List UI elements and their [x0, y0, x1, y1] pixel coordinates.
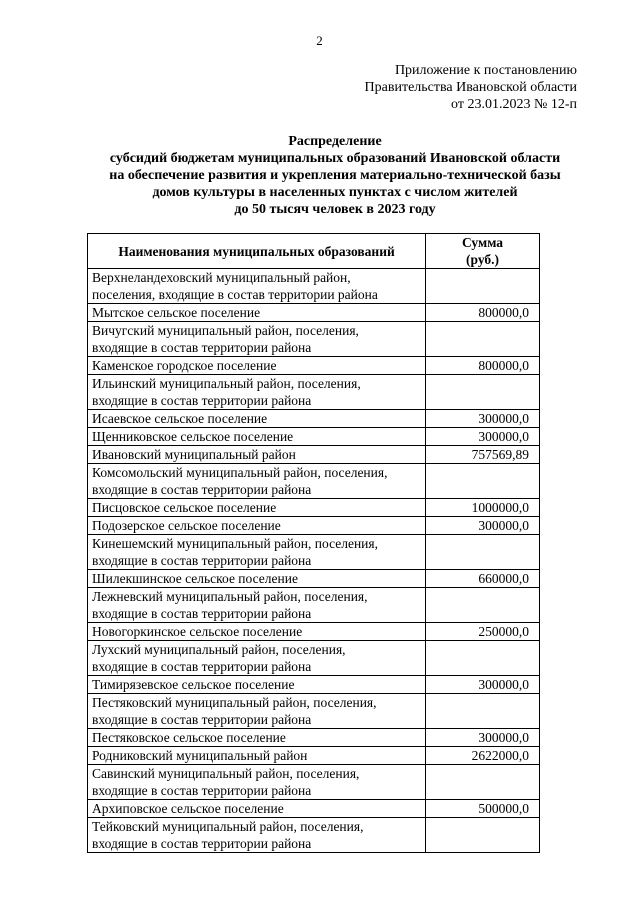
table-row [88, 304, 540, 322]
column-header-name: Наименования муниципальных образований [88, 234, 426, 269]
municipality-name-line: Кинешемский муниципальный район, поселения, [92, 536, 378, 551]
municipality-name-line: Тимирязевское сельское поселение [92, 677, 295, 692]
sum-cell: 757569,89 [426, 446, 540, 464]
municipality-name-cell [88, 623, 426, 641]
municipality-name-cell [88, 818, 426, 853]
sum-cell [426, 818, 540, 853]
title-line: субсидий бюджетам муниципальных образований Ивановской области [109, 151, 561, 166]
municipality-name-line: Мытское сельское поселение [92, 305, 261, 320]
appendix-line: Приложение к постановлению [394, 63, 577, 78]
table-row [88, 428, 540, 446]
column-header-sum-line: Сумма [462, 235, 504, 250]
table-row [88, 588, 540, 623]
municipality-name-line: Каменское городское поселение [92, 358, 277, 373]
municipality-name-cell [88, 269, 426, 304]
sum-cell: 660000,0 [426, 570, 540, 588]
municipality-name-cell [88, 535, 426, 570]
appendix-line: Правительства Ивановской области [364, 80, 577, 95]
municipality-name-line: Верхнеландеховский муниципальный район, [92, 270, 351, 285]
municipality-name-cell [88, 517, 426, 535]
municipality-name-line: поселения, входящие в состав территории района [92, 287, 378, 302]
sum-cell [426, 588, 540, 623]
sum-cell: 1000000,0 [426, 499, 540, 517]
municipality-name-line: входящие в состав территории района [92, 393, 312, 408]
municipality-name-cell [88, 464, 426, 499]
table-row [88, 570, 540, 588]
document-title [50, 133, 620, 218]
subsidy-table [87, 233, 540, 853]
municipality-name-cell [88, 428, 426, 446]
sum-cell [426, 765, 540, 800]
municipality-name-line: входящие в состав территории района [92, 606, 312, 621]
appendix-line: от 23.01.2023 № 12-п [451, 97, 577, 112]
table-row [88, 517, 540, 535]
municipality-name-line: входящие в состав территории района [92, 340, 312, 355]
municipality-name-line: Ивановский муниципальный район [92, 447, 296, 462]
title-line: домов культуры в населенных пунктах с числом жителей [152, 185, 518, 200]
sum-cell [426, 375, 540, 410]
table-row [88, 322, 540, 357]
municipality-name-cell [88, 694, 426, 729]
municipality-name-line: входящие в состав территории района [92, 836, 312, 851]
municipality-name-line: входящие в состав территории района [92, 659, 312, 674]
municipality-name-line: Исаевское сельское поселение [92, 411, 268, 426]
title-line: до 50 тысяч человек в 2023 году [234, 202, 436, 217]
sum-cell: 800000,0 [426, 304, 540, 322]
table-row [88, 800, 540, 818]
title-line: Распределение [288, 134, 382, 149]
municipality-name-line: Пестяковское сельское поселение [92, 730, 286, 745]
municipality-name-line: Пестяковский муниципальный район, поселения, [92, 695, 377, 710]
sum-cell: 300000,0 [426, 428, 540, 446]
municipality-name-line: входящие в состав территории района [92, 783, 312, 798]
municipality-name-cell [88, 570, 426, 588]
municipality-name-cell [88, 729, 426, 747]
municipality-name-cell [88, 304, 426, 322]
municipality-name-cell [88, 375, 426, 410]
table-row [88, 535, 540, 570]
sum-cell [426, 269, 540, 304]
table-row [88, 747, 540, 765]
sum-cell [426, 464, 540, 499]
sum-cell: 300000,0 [426, 517, 540, 535]
municipality-name-line: Щенниковское сельское поселение [92, 429, 294, 444]
municipality-name-line: входящие в состав территории района [92, 553, 312, 568]
municipality-name-line: Шилекшинское сельское поселение [92, 571, 298, 586]
sum-cell [426, 694, 540, 729]
municipality-name-line: Родниковский муниципальный район [92, 748, 308, 763]
municipality-name-line: Новогоркинское сельское поселение [92, 624, 303, 639]
appendix-header [365, 62, 577, 113]
municipality-name-line: Подозерское сельское поселение [92, 518, 281, 533]
municipality-name-cell [88, 676, 426, 694]
sum-cell: 800000,0 [426, 357, 540, 375]
table-header-row [88, 234, 540, 269]
title-line: на обеспечение развития и укрепления материально-технической базы [109, 168, 561, 183]
municipality-name-line: Писцовское сельское поселение [92, 500, 277, 515]
municipality-name-line: Лежневский муниципальный район, поселения, [92, 589, 368, 604]
table-row [88, 375, 540, 410]
table-body [88, 269, 540, 853]
table-row [88, 269, 540, 304]
sum-cell: 250000,0 [426, 623, 540, 641]
sum-cell: 2622000,0 [426, 747, 540, 765]
municipality-name-cell [88, 322, 426, 357]
municipality-name-cell [88, 800, 426, 818]
municipality-name-cell [88, 446, 426, 464]
municipality-name-cell [88, 747, 426, 765]
column-header-sum [426, 234, 540, 269]
sum-cell: 300000,0 [426, 729, 540, 747]
table-row [88, 641, 540, 676]
municipality-name-line: Вичугский муниципальный район, поселения, [92, 323, 359, 338]
sum-cell [426, 641, 540, 676]
municipality-name-line: входящие в состав территории района [92, 482, 312, 497]
sum-cell: 300000,0 [426, 676, 540, 694]
municipality-name-line: Ильинский муниципальный район, поселения, [92, 376, 361, 391]
sum-cell [426, 322, 540, 357]
municipality-name-line: Архиповское сельское поселение [92, 801, 284, 816]
sum-cell: 300000,0 [426, 410, 540, 428]
table-row [88, 410, 540, 428]
municipality-name-line: входящие в состав территории района [92, 712, 312, 727]
municipality-name-cell [88, 588, 426, 623]
municipality-name-cell [88, 499, 426, 517]
table-row [88, 499, 540, 517]
table-row [88, 676, 540, 694]
sum-cell [426, 535, 540, 570]
table-row [88, 357, 540, 375]
sum-cell: 500000,0 [426, 800, 540, 818]
table-row [88, 729, 540, 747]
municipality-name-line: Тейковский муниципальный район, поселения, [92, 819, 364, 834]
page-number: 2 [316, 33, 323, 48]
municipality-name-cell [88, 641, 426, 676]
table-row [88, 765, 540, 800]
table-row [88, 623, 540, 641]
municipality-name-cell [88, 410, 426, 428]
municipality-name-cell [88, 765, 426, 800]
municipality-name-line: Савинский муниципальный район, поселения, [92, 766, 360, 781]
table-row [88, 464, 540, 499]
table-row [88, 818, 540, 853]
table-row [88, 694, 540, 729]
column-header-sum-unit: (руб.) [466, 252, 500, 267]
table-row [88, 446, 540, 464]
municipality-name-line: Лухский муниципальный район, поселения, [92, 642, 346, 657]
municipality-name-line: Комсомольский муниципальный район, поселения, [92, 465, 388, 480]
municipality-name-cell [88, 357, 426, 375]
